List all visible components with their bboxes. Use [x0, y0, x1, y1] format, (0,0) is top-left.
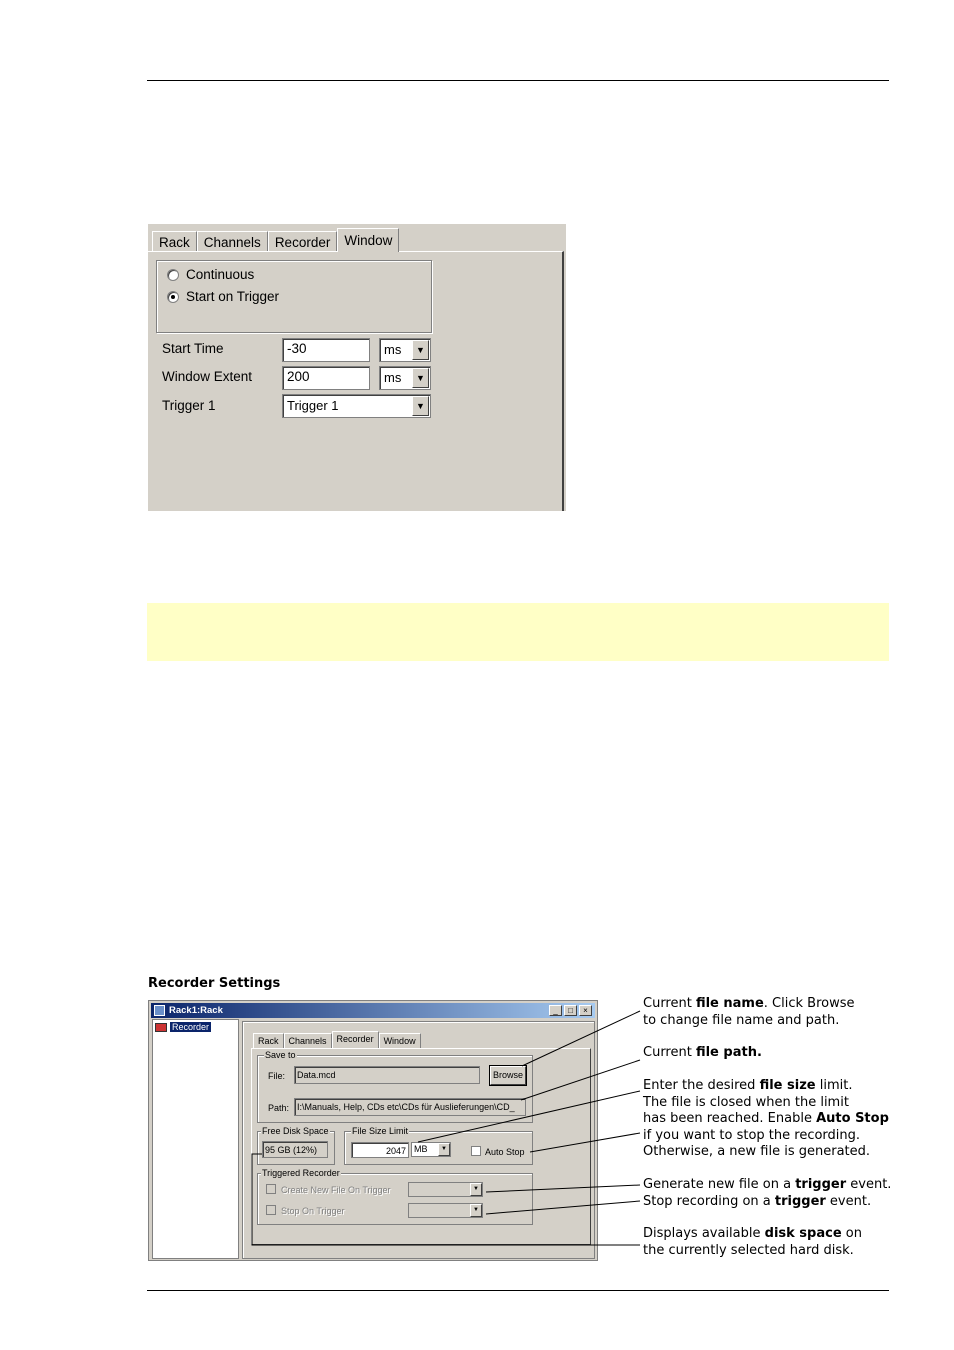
annotation-file-name: [643, 996, 855, 1029]
path-label: Path:: [268, 1103, 290, 1113]
rack-tree: [152, 1019, 239, 1259]
group-title: File Size Limit: [352, 1126, 409, 1136]
annot-text: if you want to stop the recording.: [643, 1127, 861, 1143]
radio-start-on-trigger[interactable]: [167, 289, 279, 304]
tab-channels[interactable]: Channels: [197, 231, 268, 252]
close-icon[interactable]: ×: [579, 1005, 592, 1016]
annot-text: Displays available: [643, 1226, 765, 1241]
note-box: [147, 603, 889, 661]
file-size-unit-select[interactable]: [411, 1142, 451, 1157]
annot-text: Enter the desired: [643, 1078, 760, 1093]
recorder-icon: [155, 1023, 167, 1032]
tab-channels[interactable]: Channels: [284, 1033, 332, 1048]
annot-bold: trigger: [795, 1177, 847, 1192]
file-size-limit-group: [344, 1126, 533, 1165]
window-title: Rack1:Rack: [169, 1005, 223, 1016]
radio-button[interactable]: [167, 269, 179, 281]
annot-bold: Auto Stop: [816, 1111, 889, 1126]
group-title: Triggered Recorder: [262, 1168, 340, 1178]
annot-text: on: [841, 1226, 862, 1241]
footer-rule: [147, 1290, 889, 1291]
auto-stop-checkbox[interactable]: [471, 1146, 481, 1156]
window-extent-unit-select[interactable]: [379, 366, 431, 390]
recorder-panel: [251, 1048, 591, 1245]
annot-text: . Click Browse: [763, 996, 855, 1011]
annotation-stop-trigger: [643, 1194, 871, 1211]
file-size-input[interactable]: 2047: [351, 1142, 409, 1158]
browse-button[interactable]: Browse: [490, 1066, 526, 1085]
start-time-unit-value: ms: [384, 342, 402, 357]
maximize-icon[interactable]: □: [564, 1005, 577, 1016]
window-extent-label: Window Extent: [162, 369, 253, 384]
stop-on-trigger-label: Stop On Trigger: [281, 1206, 345, 1216]
chevron-down-icon[interactable]: ▼: [470, 1183, 482, 1196]
tab-strip: [253, 1031, 421, 1048]
tab-window[interactable]: Window: [379, 1033, 421, 1048]
app-icon: [154, 1005, 165, 1016]
annot-text: event.: [846, 1177, 892, 1192]
group-title: Save to: [265, 1050, 296, 1060]
radio-continuous[interactable]: [167, 267, 254, 282]
radio-label: Start on Trigger: [186, 289, 280, 304]
annot-text: Stop recording on a: [643, 1194, 775, 1209]
tree-item-label: Recorder: [172, 1022, 210, 1032]
annotation-disk-space: [643, 1226, 862, 1259]
figure-caption: Recorder Settings: [148, 976, 281, 991]
stop-on-trigger-checkbox[interactable]: [266, 1205, 276, 1215]
recorder-screenshot: [148, 1000, 598, 1261]
tab-recorder[interactable]: Recorder: [332, 1031, 379, 1048]
annot-text: has been reached. Enable: [643, 1111, 817, 1126]
file-size-unit-value: MB: [414, 1144, 428, 1154]
annot-bold: file name: [695, 996, 764, 1011]
annot-text: Current: [643, 996, 696, 1011]
annot-text: The file is closed when the limit: [643, 1094, 849, 1110]
auto-stop-label: Auto Stop: [485, 1147, 525, 1157]
file-label: File:: [268, 1071, 286, 1081]
file-name-field: Data.mcd: [294, 1066, 480, 1084]
settings-pane: [242, 1021, 595, 1259]
window-extent-unit-value: ms: [384, 370, 402, 385]
new-file-trigger-select[interactable]: [408, 1182, 483, 1197]
annotation-file-path: [643, 1045, 762, 1062]
annot-bold: file size: [759, 1078, 816, 1093]
chevron-down-icon[interactable]: ▼: [470, 1204, 482, 1217]
tab-strip: [152, 228, 399, 252]
window-titlebar: [151, 1003, 595, 1018]
minimize-icon[interactable]: _: [549, 1005, 562, 1016]
free-disk-space-group: [257, 1126, 335, 1165]
tree-item-recorder[interactable]: [155, 1022, 211, 1032]
start-time-unit-select[interactable]: [379, 338, 431, 362]
annotation-file-size: [643, 1078, 889, 1161]
save-to-group: [257, 1050, 533, 1123]
tab-rack[interactable]: Rack: [152, 231, 197, 252]
triggered-recorder-group: [257, 1168, 533, 1225]
annot-text: Current: [643, 1045, 696, 1060]
annot-text: the currently selected hard disk.: [643, 1242, 854, 1258]
tab-window[interactable]: Window: [337, 228, 399, 252]
group-title: Free Disk Space: [262, 1126, 329, 1136]
free-disk-value: 95 GB (12%): [262, 1141, 328, 1158]
window-tab-screenshot: [148, 224, 566, 511]
chevron-down-icon[interactable]: ▼: [412, 340, 429, 360]
annot-text: to change file name and path.: [643, 1012, 840, 1028]
mode-group: [156, 260, 432, 333]
annot-text: Generate new file on a: [643, 1177, 796, 1192]
start-time-input[interactable]: -30: [282, 338, 370, 362]
header-rule: [147, 80, 889, 81]
annot-bold: trigger: [774, 1194, 826, 1209]
annot-bold: disk space: [764, 1226, 842, 1241]
new-file-on-trigger-checkbox[interactable]: [266, 1184, 276, 1194]
annot-bold: file path.: [695, 1045, 762, 1060]
annot-text: limit.: [815, 1078, 853, 1093]
trigger-value: Trigger 1: [287, 398, 339, 413]
window-extent-input[interactable]: 200: [282, 366, 370, 390]
chevron-down-icon[interactable]: ▼: [438, 1143, 450, 1156]
tab-rack[interactable]: Rack: [253, 1033, 284, 1048]
annot-text: event.: [825, 1194, 872, 1209]
stop-trigger-select[interactable]: [408, 1203, 483, 1218]
file-path-field: I:\Manuals, Help, CDs etc\CDs für Auslieferungen\CD_: [294, 1098, 526, 1116]
annot-text: Otherwise, a new file is generated.: [643, 1144, 871, 1159]
window-controls: [549, 1005, 592, 1016]
window-panel: [148, 251, 564, 511]
trigger-label: Trigger 1: [162, 398, 216, 413]
tab-recorder[interactable]: Recorder: [268, 231, 338, 252]
chevron-down-icon[interactable]: ▼: [412, 368, 429, 388]
annotation-new-file-trigger: [643, 1177, 891, 1194]
start-time-label: Start Time: [162, 341, 224, 356]
chevron-down-icon[interactable]: ▼: [412, 396, 429, 416]
trigger-select[interactable]: [282, 394, 431, 418]
radio-label: Continuous: [186, 267, 255, 282]
new-file-on-trigger-label: Create New File On Trigger: [281, 1185, 391, 1195]
radio-button-selected[interactable]: [167, 291, 179, 303]
